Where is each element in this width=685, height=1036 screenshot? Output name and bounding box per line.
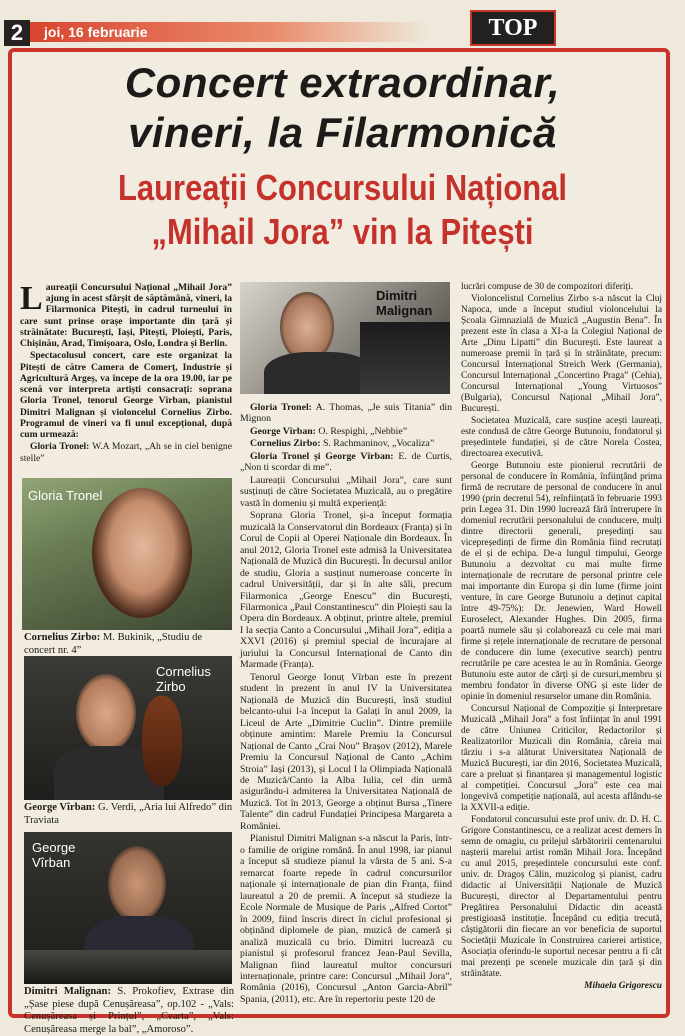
photo-label-george: George Vîrban <box>32 840 76 870</box>
portrait-shape <box>76 674 136 752</box>
subheadline <box>48 166 637 254</box>
program-item: Gloria Tronel: W.A Mozart, „Ah se in ciel benigne stelle” <box>20 441 232 464</box>
photo-gloria-tronel <box>22 478 232 630</box>
headline-line-1: Concert extraordinar, <box>124 59 561 106</box>
paragraph: Fondatorul concursului este prof univ. dr. D. H. C. Grigore Constantinescu, ce a realizat acest demers în semn de omagiu, cu prilejul sărbătoririi centenarului nașterii marelui artist român Mihail Jora. Începând cu anul 2015, președintele concursului este conf. univ. dr. Dragoș Călin, muzicolog și pianist, cadru didactic al Universității Naționale de Muzică București, director al Departamentului pentru Pregătirea Personalului Didactic din această prestigioasă instituție. Începând cu ediția trecută, câștigătorii din fiecare an vor beneficia de suportul Societății Muzicale în Construirea carierei artistice, Asociația oferindu-le suportul necesar pentru a fi cât mai prezenți pe scenele muzicale din țară și din străinătate. <box>461 815 662 979</box>
photo-label-gloria: Gloria Tronel <box>28 488 103 503</box>
author-signature: Mihaela Grigorescu <box>584 981 662 991</box>
photo-label-dimitri: Dimitri Malignan <box>376 288 433 318</box>
paragraph: Pianistul Dimitri Malignan s-a născut la Paris, într-o familie de origine română. În anul 1998, iar pianul a început să studieze pianul la vârsta de 5 ani. S-a remarcat foarte repede în cadrul concursurilor naționale și internaționale de pian din Franța, fiind laureatul a 20 de premii. A început să studieze la Ecole Normale de Musique de Paris „Alfred Cortot” în 2009, fiind înscris direct în ciclul profesional și obținând diplomele de pian, muzică de cameră și analiză muzicală cu brio. Dimitri lucrează cu pianistul și profesorul francez Jean-Paul Sevilla, Malignan fiind laureatul multor concursuri internaționale, printre care: Concursul „Mihail Jora”, România (2016), Concursul „Anton Garcia-Abril” Spania, (2011), etc. Are în repertoriu peste 120 de <box>240 833 452 1005</box>
program-item: Gloria Tronel: A. Thomas, „Je suis Titania” din Mignon <box>240 402 453 425</box>
paragraph: Societatea Muzicală, care susține acești laureați, este condusă de către George Butunoiu, fondatorul și președintele fundației, și de către Norela Costea, directoarea executivă. <box>461 416 662 459</box>
program-item: Gloria Tronel și George Vîrban: E. de Curtis, „Non ti scordar di me”. <box>240 450 452 474</box>
portrait-shape <box>108 846 166 922</box>
photo-dimitri-malignan <box>240 282 450 394</box>
drop-cap: L <box>20 280 43 317</box>
page-header <box>0 0 685 48</box>
cello-shape <box>142 696 182 786</box>
column-3 <box>461 282 662 993</box>
headline <box>0 58 685 158</box>
program-item: George Vîrban: O. Respighi, „Nebbie” <box>250 425 408 437</box>
headline-line-2: vineri, la Filarmonică <box>128 109 557 156</box>
caption-george: George Vîrban: G. Verdi, „Aria lui Alfredo” din Traviata <box>24 802 233 826</box>
portrait-shape <box>92 488 192 618</box>
photo-george-virban <box>24 832 232 984</box>
subheadline-line-2: „Mihail Jora” vin la Pitești <box>151 211 534 252</box>
photo-label-cornelius: Cornelius Zirbo <box>156 664 211 694</box>
issue-date: joi, 16 februarie <box>44 24 148 40</box>
caption-dimitri: Dimitri Malignan: S. Prokofiev, Extrase din „Șase piese după Cenușăreasa”, op.102 - „Vals: Cenușăreasa și Prințul”, „Cearta”, „Vals: Cenușăreasa merge la bal”, „Amoroso”. <box>24 986 234 1035</box>
body-shape <box>264 352 374 394</box>
photo-cornelius-zirbo <box>24 656 232 800</box>
paragraph: Soprana Gloria Tronel, și-a început formația muzicală la Conservatorul din Bordeaux (Franța) și în Corul de Copii al Operei Naționale din Bordeaux. În anul 2012, Gloria Tronel este admisă la Universitatea Națională de Muzică din București. În decursul anilor de studiu, Gloria a susținut numeroase concerte în cadrul Universității, dar și în alte săli, precum Filarmonica „George Enescu” din București, Filarmonica „Paul Constantinescu” din Ploiești sau la Opera din Bordeaux. A obținut, printre altele, premiul I la secția Canto a Concursului „Mihail Jora”, ediția a XXVI (2016) și premiul special de încurajare al juriului la Concursul Internațional de Canto din Marmade (Franța). <box>240 510 452 671</box>
lead-paragraph: Laureații Concursului Național „Mihail Jora” ajung în acest sfârșit de săptămână, vineri, la Filarmonica Pitești, în cadrul turneului în care sunt prinse orașe importante din țară și străinătate: București, Iași, Pitești, Ploiești, Paris, Chișinău, Arad, Timișoara, Oslo, Londra și Berlin. <box>20 280 232 350</box>
orchestra-shape <box>24 950 232 984</box>
date-band <box>30 22 430 42</box>
program-item: Cornelius Zirbo: S. Rachmaninov, „Vocaliza” <box>250 438 435 450</box>
paragraph: Tenorul George Ionuț Vîrban este în prezent student în prezent în anul IV la Universitatea Națională de Muzică din București, însă studiul belcanto-ului l-a început la Galați în anul 2009, la Liceul de Arte „Dimitrie Cuclin”. Dintre premiile obținute amintim: Marele Premiu la Concursul Național de Canto „Crai Nou” Brașov (2012), Marele Premiu la Concursul Național de Canto „Achim Stroia” Iași (2013), și Locul I la Olimpiada Națională de Muzică/Canto la Alba Iulia, cel din urmă asigurându-i admiterea la Universitatea Națională de Muzică. Tot în 2013, George a obținut Bursa „Tinere Talente” din cadrul Fundației Principesa Margareta a României. <box>240 671 452 832</box>
paragraph: Violoncelistul Cornelius Zirbo s-a născut la Cluj Napoca, unde a început studiul violoncelului la Școala Gimnazială de Muzică „Augustin Bena”. În prezent este în clasa a XI-a la Colegiul Național de Arte „Dinu Lipatti” din București. Este laureat a numeroase premii în țară și în străinătate, precum: Concursul Internațional Streich Werk (Germania), Concursul Internațional „Concertino Praga” (Cehia), Concursul Internațional „Young Virtuosos” (Bulgaria), Concursul Național „Mihail Jora”, București. <box>461 294 662 414</box>
column-1 <box>20 282 232 465</box>
section-badge: TOP <box>470 10 556 46</box>
paragraph: Laureații Concursului „Mihail Jora”, care sunt susținuți de către Societatea Muzicală, au o pregătire vastă în domeniu și multă experiență: <box>240 474 452 509</box>
subheadline-line-1: Laureații Concursului Național <box>117 167 567 208</box>
piano-shape <box>360 322 450 394</box>
column-2 <box>240 402 452 1006</box>
caption-cornelius: Cornelius Zirbo: M. Bukinik, „Studiu de concert nr. 4” <box>24 632 203 656</box>
paragraph: lucrări compuse de 30 de compozitori diferiți. <box>461 282 634 292</box>
paragraph: George Butunoiu este pionierul recrutării de personal de conducere în România, înființând prima firmă de recrutare de personal de conducere în anul 1990 (prin decretul 54), reînființată în februarie 1993 prin Legea 31. Din 1990 lucrează fără întrerupere în domeniul recrutării personalului de conducere, mulți dintre directorii generali, președinți sau vicepreședinți de firme din România fiind recrutați de el și de echipa. De-a lungul timpului, George Butunoiu a dezvoltat cu mai multe firme internaționale de recrutare de personal printre cele mai importante din Europa și din lume (firme joint venture, în care George Butunoiu a deținut capital între 49-75%): Dr. Jenewien, Ward Howell Euroselect, Alexander Hughes. Din 2005, firma poartă numele său și colaborează cu cele mai mari firme și rețele internaționale de recrutare de personal de conducere din lume (executive search) pentru recrutările pe care acestea le au în România. George Butunoiu este autor de cărți și de cursuri,membru și membru fondator în diverse ONG și este lider de opinie în domeniul resurselor umane din România. <box>461 461 662 702</box>
intro-paragraph: Spectacolusul concert, care este organizat la Pitești de către Camera de Comerț, Industrie și Agricultură Argeș, va începe de la ora 19.00, iar pe scenă vor interpreta artiști consacrați: soprana Gloria Tronel, tenorul George Vîrban, pianistul Dimitri Malignan și violoncelul Cornelius Zirbo. Programul de vineri va fi unul excepțional, după cum urmează: <box>20 350 232 441</box>
paragraph: Concursul Național de Compoziție și Interpretare Muzicală „Mihail Jora” a fost înființat în anul 1991 de către Uniunea Criticilor, Redactorilor și Realizatorilor Muzicali din România, căreia mai târziu i s-a alăturat Universitatea Națională de Muzică București, iar din 2016, Societatea Muzicală, care a preluat și finanțarea și managementul logistic al competiției. Concursul „Jora” este cea mai longevivă competiție națională, aul acesta aflându-se la XXVII-a ediție. <box>461 704 662 813</box>
page-number: 2 <box>4 20 30 46</box>
